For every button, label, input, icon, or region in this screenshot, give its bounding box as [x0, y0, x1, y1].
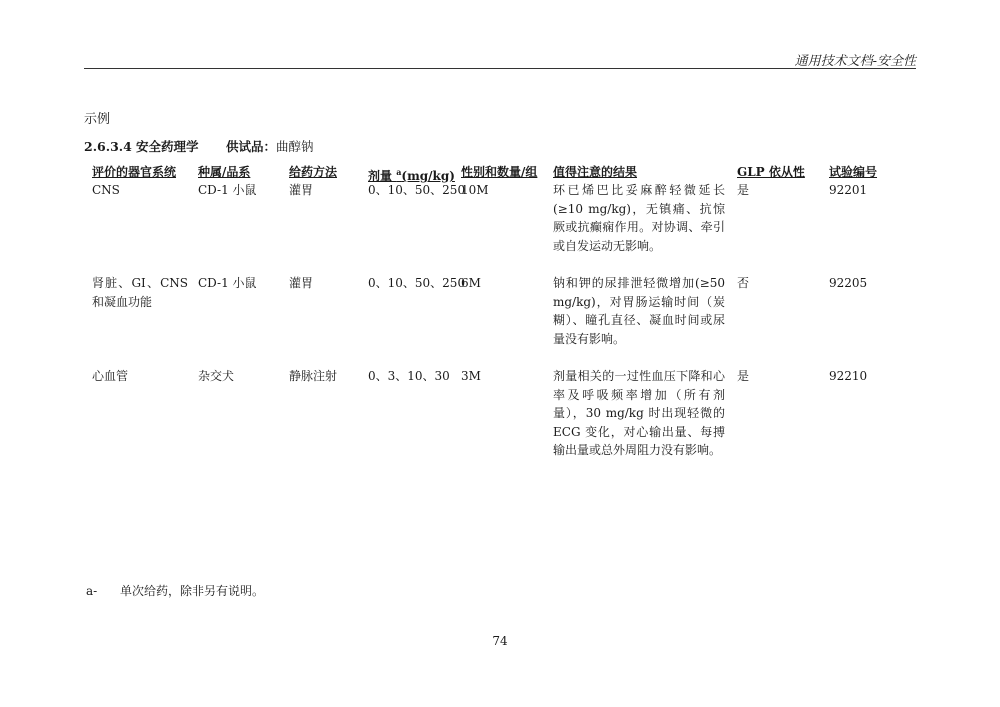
- row3-route: 静脉注射: [289, 369, 338, 383]
- row3-findings: 剂量相关的一过性血压下降和心率及呼吸频率增加（所有剂量），30 mg/kg 时出现轻微的 ECG 变化，对心输出量、每搏输出量或总外周阻力没有影响。: [553, 369, 725, 457]
- row3-study-number: 92210: [829, 369, 868, 383]
- header-route: 给药方法: [289, 165, 338, 179]
- footnote: [86, 582, 264, 599]
- header-dose-superscript: a: [396, 167, 402, 177]
- row2-study-number: 92205: [829, 276, 868, 290]
- header-dose-prefix: 剂量: [368, 169, 393, 183]
- header-study-number: 试验编号: [829, 165, 878, 179]
- header-dose-unit: (mg/kg): [401, 169, 455, 183]
- row2-species: CD-1 小鼠: [198, 276, 257, 290]
- section-heading: [84, 137, 314, 155]
- row1-glp: 是: [737, 183, 750, 197]
- footnote-mark: a-: [86, 584, 98, 598]
- row1-species: CD-1 小鼠: [198, 183, 257, 197]
- section-title: 安全药理学: [136, 139, 199, 154]
- row3-species: 杂交犬: [198, 369, 235, 383]
- row3-organ: 心血管: [92, 369, 129, 383]
- row3-dose: 0、3、10、30: [368, 369, 450, 383]
- row1-study-number: 92201: [829, 183, 868, 197]
- example-label: 示例: [84, 112, 111, 127]
- document-header-title: 通用技术文档-安全性: [794, 54, 916, 69]
- footnote-text: 单次给药，除非另有说明。: [120, 584, 265, 598]
- header-glp: GLP 依从性: [737, 165, 805, 179]
- row3-sex-number: 3M: [461, 369, 481, 383]
- header-divider: [84, 68, 916, 69]
- test-article: 曲醇钠: [276, 139, 314, 154]
- header-findings: 值得注意的结果: [553, 165, 638, 179]
- row2-glp: 否: [737, 276, 750, 290]
- row1-organ: CNS: [92, 183, 120, 197]
- header-organ-system: 评价的器官系统: [92, 165, 177, 179]
- row1-sex-number: 10M: [461, 183, 489, 197]
- header-sex-number: 性别和数量/组: [461, 165, 538, 179]
- row1-route: 灌胃: [289, 183, 314, 197]
- row2-organ: 肾脏、GI、CNS 和凝血功能: [92, 276, 188, 309]
- test-article-label: 供试品：: [226, 139, 277, 154]
- row1-findings: 环已烯巴比妥麻醉轻微延长(≥10 mg/kg)，无镇痛、抗惊厥或抗癫痫作用。对协调、牵引或自发运动无影响。: [553, 183, 725, 253]
- section-number: 2.6.3.4: [84, 139, 132, 154]
- row2-sex-number: 6M: [461, 276, 481, 290]
- row2-findings: 钠和钾的尿排泄轻微增加(≥50 mg/kg)，对胃肠运输时间（炭糊）、瞳孔直径、凝血时间或尿量没有影响。: [553, 276, 725, 346]
- page-number: 74: [492, 634, 508, 648]
- row2-dose: 0、10、50、250: [368, 276, 466, 290]
- row2-route: 灌胃: [289, 276, 314, 290]
- row3-glp: 是: [737, 369, 750, 383]
- row1-dose: 0、10、50、250: [368, 183, 466, 197]
- header-species: 种属/品系: [198, 165, 251, 179]
